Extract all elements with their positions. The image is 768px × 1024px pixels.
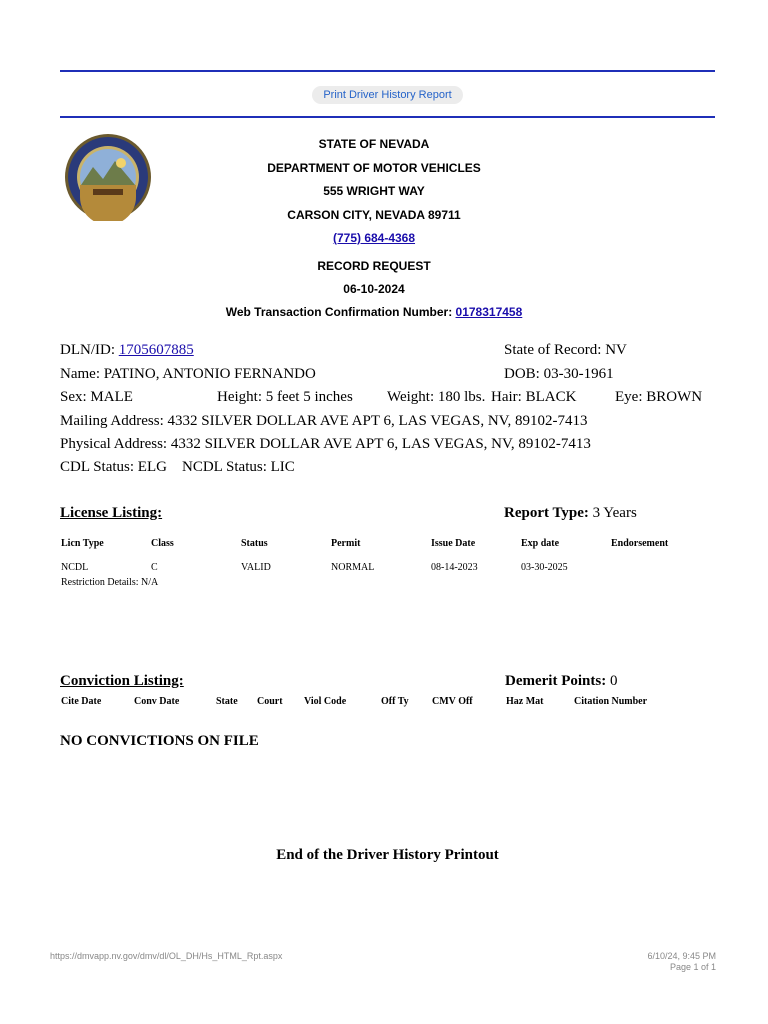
city-address: CARSON CITY, NEVADA 89711 — [287, 208, 461, 222]
cell-status: VALID — [241, 562, 271, 573]
report-type — [504, 505, 637, 522]
col-viol-code: Viol Code — [304, 696, 347, 707]
department-title: DEPARTMENT OF MOTOR VEHICLES — [267, 161, 481, 175]
col-state: State — [216, 696, 238, 707]
record-request-title: RECORD REQUEST — [317, 259, 431, 273]
cell-licn-type: NCDL — [61, 562, 89, 573]
report-type-label: Report Type: — [504, 505, 589, 521]
demerit-points — [505, 673, 617, 690]
physical-address: Physical Address: 4332 SILVER DOLLAR AVE APT 6, LAS VEGAS, NV, 89102-7413 — [60, 436, 591, 452]
driver-name: Name: PATINO, ANTONIO FERNANDO — [60, 366, 316, 382]
demerit-label: Demerit Points: — [505, 673, 607, 689]
end-of-printout: End of the Driver History Printout — [276, 847, 499, 863]
col-off-ty: Off Ty — [381, 696, 409, 707]
street-address: 555 WRIGHT WAY — [323, 184, 425, 198]
col-haz-mat: Haz Mat — [506, 696, 544, 707]
col-licn-type: Licn Type — [61, 538, 104, 549]
dln-label: DLN/ID: — [60, 342, 115, 358]
phone-link[interactable]: (775) 684-4368 — [332, 231, 416, 245]
driver-weight: Weight: 180 lbs. — [387, 389, 486, 405]
col-court: Court — [257, 696, 283, 707]
driver-sex: Sex: MALE — [60, 389, 133, 405]
header-divider — [60, 116, 715, 118]
print-report-button[interactable]: Print Driver History Report — [312, 86, 463, 104]
top-divider — [60, 70, 715, 72]
confirmation-row — [0, 305, 748, 319]
footer-page: Page 1 of 1 — [669, 962, 716, 972]
demerit-value: 0 — [609, 673, 618, 689]
restriction-details: Restriction Details: N/A — [61, 577, 159, 588]
cell-permit: NORMAL — [331, 562, 375, 573]
col-citation-number: Citation Number — [574, 696, 648, 707]
confirmation-label: Web Transaction Confirmation Number: — [225, 305, 453, 319]
col-endorsement: Endorsement — [611, 538, 669, 549]
col-cite-date: Cite Date — [61, 696, 102, 707]
cdl-status: CDL Status: ELG — [60, 459, 167, 475]
col-status: Status — [241, 538, 268, 549]
dln-row — [60, 342, 194, 359]
no-convictions-message: NO CONVICTIONS ON FILE — [60, 733, 259, 749]
cell-class: C — [151, 562, 158, 573]
phone-row — [0, 231, 748, 245]
footer-url: https://dmvapp.nv.gov/dmv/dl/OL_DH/Hs_HTML_Rpt.aspx — [50, 951, 283, 961]
col-exp-date: Exp date — [521, 538, 560, 549]
cell-issue-date: 08-14-2023 — [431, 562, 478, 573]
dln-link[interactable]: 1705607885 — [118, 342, 194, 358]
cell-exp-date: 03-30-2025 — [521, 562, 568, 573]
confirmation-number-link[interactable]: 0178317458 — [455, 305, 523, 319]
col-conv-date: Conv Date — [134, 696, 180, 707]
request-date: 06-10-2024 — [343, 282, 405, 296]
report-type-value: 3 Years — [592, 505, 637, 521]
col-class: Class — [151, 538, 174, 549]
driver-height: Height: 5 feet 5 inches — [217, 389, 353, 405]
license-listing-title: License Listing: — [60, 505, 163, 521]
mailing-address: Mailing Address: 4332 SILVER DOLLAR AVE APT 6, LAS VEGAS, NV, 89102-7413 — [60, 413, 588, 429]
footer-timestamp: 6/10/24, 9:45 PM — [647, 951, 716, 961]
driver-eye: Eye: BROWN — [615, 389, 703, 405]
state-of-record: State of Record: NV — [504, 342, 627, 358]
driver-hair: Hair: BLACK — [491, 389, 577, 405]
col-cmv-off: CMV Off — [432, 696, 473, 707]
col-permit: Permit — [331, 538, 361, 549]
conviction-listing-title: Conviction Listing: — [60, 673, 184, 689]
driver-dob: DOB: 03-30-1961 — [504, 366, 614, 382]
state-title: STATE OF NEVADA — [318, 137, 430, 151]
ncdl-status: NCDL Status: LIC — [182, 459, 295, 475]
col-issue-date: Issue Date — [431, 538, 476, 549]
